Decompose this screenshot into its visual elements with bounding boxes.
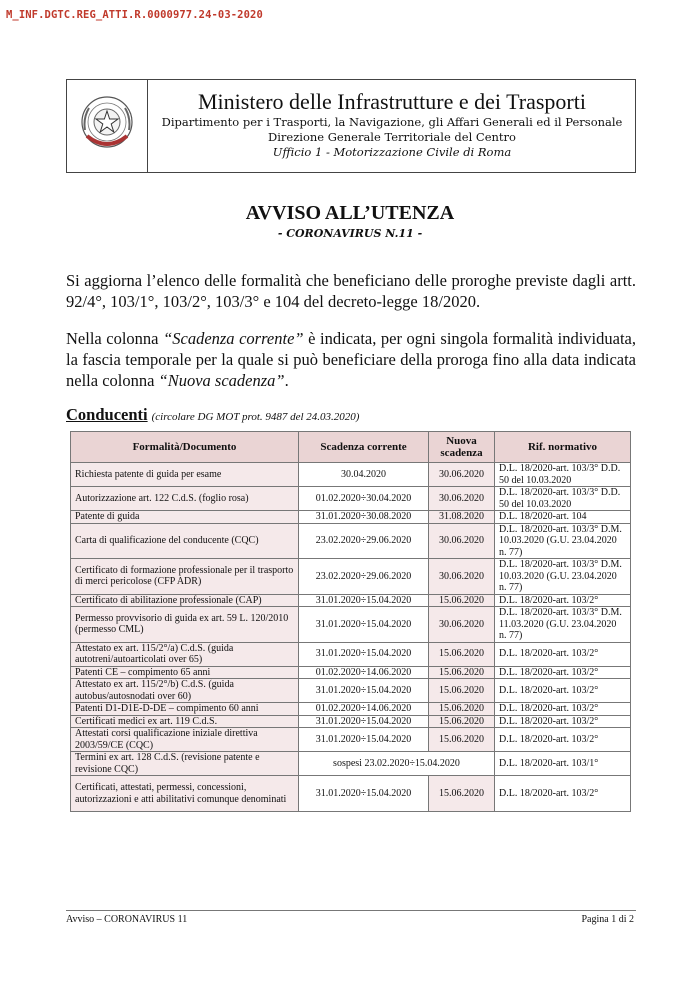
cell-reference: D.L. 18/2020-art. 103/2° <box>495 715 631 728</box>
cell-current-deadline: 01.02.2020÷30.04.2020 <box>299 487 429 511</box>
cell-document: Patenti D1-D1E-D-DE – compimento 60 anni <box>71 703 299 716</box>
section-note: (circolare DG MOT prot. 9487 del 24.03.2020) <box>151 411 360 423</box>
table-row <box>71 715 631 728</box>
cell-new-deadline: 31.08.2020 <box>429 511 495 524</box>
cell-reference: D.L. 18/2020-art. 104 <box>495 511 631 524</box>
cell-document: Attestati corsi qualificazione iniziale direttiva 2003/59/CE (CQC) <box>71 728 299 752</box>
cell-document: Carta di qualificazione del conducente (CQC) <box>71 523 299 559</box>
cell-current-deadline: 31.01.2020÷15.04.2020 <box>299 607 429 643</box>
header-new-deadline: Nuova scadenza <box>429 432 495 463</box>
table-row <box>71 559 631 595</box>
cell-document: Certificati, attestati, permessi, concessioni, autorizzazioni e atti abilitativi comunque denominati <box>71 776 299 812</box>
header-document: Formalità/Documento <box>71 432 299 463</box>
cell-current-deadline: 31.01.2020÷15.04.2020 <box>299 715 429 728</box>
cell-document: Permesso provvisorio di guida ex art. 59 L. 120/2010 (permesso CML) <box>71 607 299 643</box>
header-text <box>149 89 635 160</box>
cell-current-deadline: 31.01.2020÷15.04.2020 <box>299 776 429 812</box>
cell-reference: D.L. 18/2020-art. 103/2° <box>495 776 631 812</box>
table-row <box>71 511 631 524</box>
table-row <box>71 607 631 643</box>
cell-new-deadline: 15.06.2020 <box>429 715 495 728</box>
cell-document: Certificato di formazione professionale per il trasporto di merci pericolose (CFP ADR) <box>71 559 299 595</box>
para2-text-1: Nella colonna <box>66 329 164 348</box>
cell-new-deadline: 30.06.2020 <box>429 607 495 643</box>
cell-current-deadline: 31.01.2020÷15.04.2020 <box>299 679 429 703</box>
table-row <box>71 642 631 666</box>
table-row <box>71 728 631 752</box>
letterhead <box>66 79 636 173</box>
cell-new-deadline: 15.06.2020 <box>429 728 495 752</box>
cell-new-deadline: 30.06.2020 <box>429 559 495 595</box>
cell-reference: D.L. 18/2020-art. 103/3° D.M. 11.03.2020 (G.U. 23.04.2020 n. 77) <box>495 607 631 643</box>
cell-reference: D.L. 18/2020-art. 103/3° D.M. 10.03.2020 (G.U. 23.04.2020 n. 77) <box>495 559 631 595</box>
cell-current-deadline: 01.02.2020÷14.06.2020 <box>299 703 429 716</box>
cell-new-deadline: 15.06.2020 <box>429 642 495 666</box>
para2-emphasis-2: “Nuova scadenza” <box>158 371 285 390</box>
footer-label: Avviso – CORONAVIRUS 11 <box>66 914 188 925</box>
cell-current-deadline: 23.02.2020÷29.06.2020 <box>299 523 429 559</box>
cell-new-deadline: 30.06.2020 <box>429 463 495 487</box>
cell-reference: D.L. 18/2020-art. 103/2° <box>495 594 631 607</box>
cell-current-deadline: 31.01.2020÷15.04.2020 <box>299 594 429 607</box>
cell-current-deadline: 31.01.2020÷15.04.2020 <box>299 642 429 666</box>
italian-republic-emblem-icon <box>77 88 137 166</box>
table-row <box>71 666 631 679</box>
header-reference: Rif. normativo <box>495 432 631 463</box>
cell-new-deadline: 30.06.2020 <box>429 523 495 559</box>
cell-current-deadline: 01.02.2020÷14.06.2020 <box>299 666 429 679</box>
cell-document: Patenti CE – compimento 65 anni <box>71 666 299 679</box>
table-row <box>71 487 631 511</box>
cell-document: Attestato ex art. 115/2°/a) C.d.S. (guida autotreni/autoarticolati over 65) <box>71 642 299 666</box>
cell-current-deadline: 30.04.2020 <box>299 463 429 487</box>
cell-reference: D.L. 18/2020-art. 103/2° <box>495 679 631 703</box>
explanation-paragraph <box>66 328 636 391</box>
cell-new-deadline: 15.06.2020 <box>429 703 495 716</box>
cell-document: Certificati medici ex art. 119 C.d.S. <box>71 715 299 728</box>
cell-document: Autorizzazione art. 122 C.d.S. (foglio rosa) <box>71 487 299 511</box>
cell-reference: D.L. 18/2020-art. 103/3° D.D. 50 del 10.03.2020 <box>495 487 631 511</box>
cell-document: Patente di guida <box>71 511 299 524</box>
section-title: Conducenti <box>66 405 148 424</box>
cell-reference: D.L. 18/2020-art. 103/3° D.D. 50 del 10.03.2020 <box>495 463 631 487</box>
table-row <box>71 703 631 716</box>
table-row <box>71 679 631 703</box>
cell-reference: D.L. 18/2020-art. 103/2° <box>495 642 631 666</box>
cell-reference: D.L. 18/2020-art. 103/2° <box>495 728 631 752</box>
para2-emphasis-1: “Scadenza corrente” <box>163 329 304 348</box>
table-row <box>71 463 631 487</box>
table-header-row <box>71 432 631 463</box>
cell-document: Attestato ex art. 115/2°/b) C.d.S. (guida autobus/autosnodati over 60) <box>71 679 299 703</box>
cell-document: Termini ex art. 128 C.d.S. (revisione patente e revisione CQC) <box>71 752 299 776</box>
cell-reference: D.L. 18/2020-art. 103/2° <box>495 666 631 679</box>
cell-current-deadline: 23.02.2020÷29.06.2020 <box>299 559 429 595</box>
cell-new-deadline: 15.06.2020 <box>429 776 495 812</box>
header-divider <box>147 80 148 172</box>
table-body <box>71 463 631 812</box>
notice-subtitle: - CORONAVIRUS N.11 - <box>277 227 423 240</box>
cell-new-deadline: 15.06.2020 <box>429 666 495 679</box>
table-row <box>71 523 631 559</box>
direction-name: Direzione Generale Territoriale del Centro <box>268 130 516 144</box>
para2-text-2: è indicata, per ogni singola formalità individuata, la fascia temporale per la quale si può beneficiare della proroga fino alla data indicata nella colonna <box>66 329 636 390</box>
ministry-name: Ministero delle Infrastrutture e dei Trasporti <box>198 89 586 114</box>
deadlines-table <box>70 431 631 812</box>
cell-new-deadline: 15.06.2020 <box>429 594 495 607</box>
cell-document: Richiesta patente di guida per esame <box>71 463 299 487</box>
table-row <box>71 776 631 812</box>
table-row <box>71 752 631 776</box>
para2-text-3: . <box>284 371 289 390</box>
cell-reference: D.L. 18/2020-art. 103/3° D.M. 10.03.2020 (G.U. 23.04.2020 n. 77) <box>495 523 631 559</box>
protocol-stamp: M_INF.DGTC.REG_ATTI.R.0000977.24-03-2020 <box>6 9 263 21</box>
notice-title: AVVISO ALL’UTENZA <box>245 202 455 224</box>
department-name: Dipartimento per i Trasporti, la Navigazione, gli Affari Generali ed il Personale <box>161 115 623 129</box>
cell-current-deadline: sospesi 23.02.2020÷15.04.2020 <box>299 752 495 776</box>
office-name: Ufficio 1 - Motorizzazione Civile di Roma <box>272 145 512 159</box>
page-number: Pagina 1 di 2 <box>581 914 634 925</box>
cell-reference: D.L. 18/2020-art. 103/2° <box>495 703 631 716</box>
table-row <box>71 594 631 607</box>
cell-new-deadline: 15.06.2020 <box>429 679 495 703</box>
cell-new-deadline: 30.06.2020 <box>429 487 495 511</box>
header-current-deadline: Scadenza corrente <box>299 432 429 463</box>
cell-current-deadline: 31.01.2020÷30.08.2020 <box>299 511 429 524</box>
cell-current-deadline: 31.01.2020÷15.04.2020 <box>299 728 429 752</box>
cell-reference: D.L. 18/2020-art. 103/1° <box>495 752 631 776</box>
intro-paragraph: Si aggiorna l’elenco delle formalità che beneficiano delle proroghe previste dagli artt. 92/4°, 103/1°, 103/2°, 103/3° e 104 del decreto-legge 18/2020. <box>66 271 636 311</box>
footer-divider <box>66 910 636 911</box>
section-heading <box>66 405 636 425</box>
cell-document: Certificato di abilitazione professionale (CAP) <box>71 594 299 607</box>
